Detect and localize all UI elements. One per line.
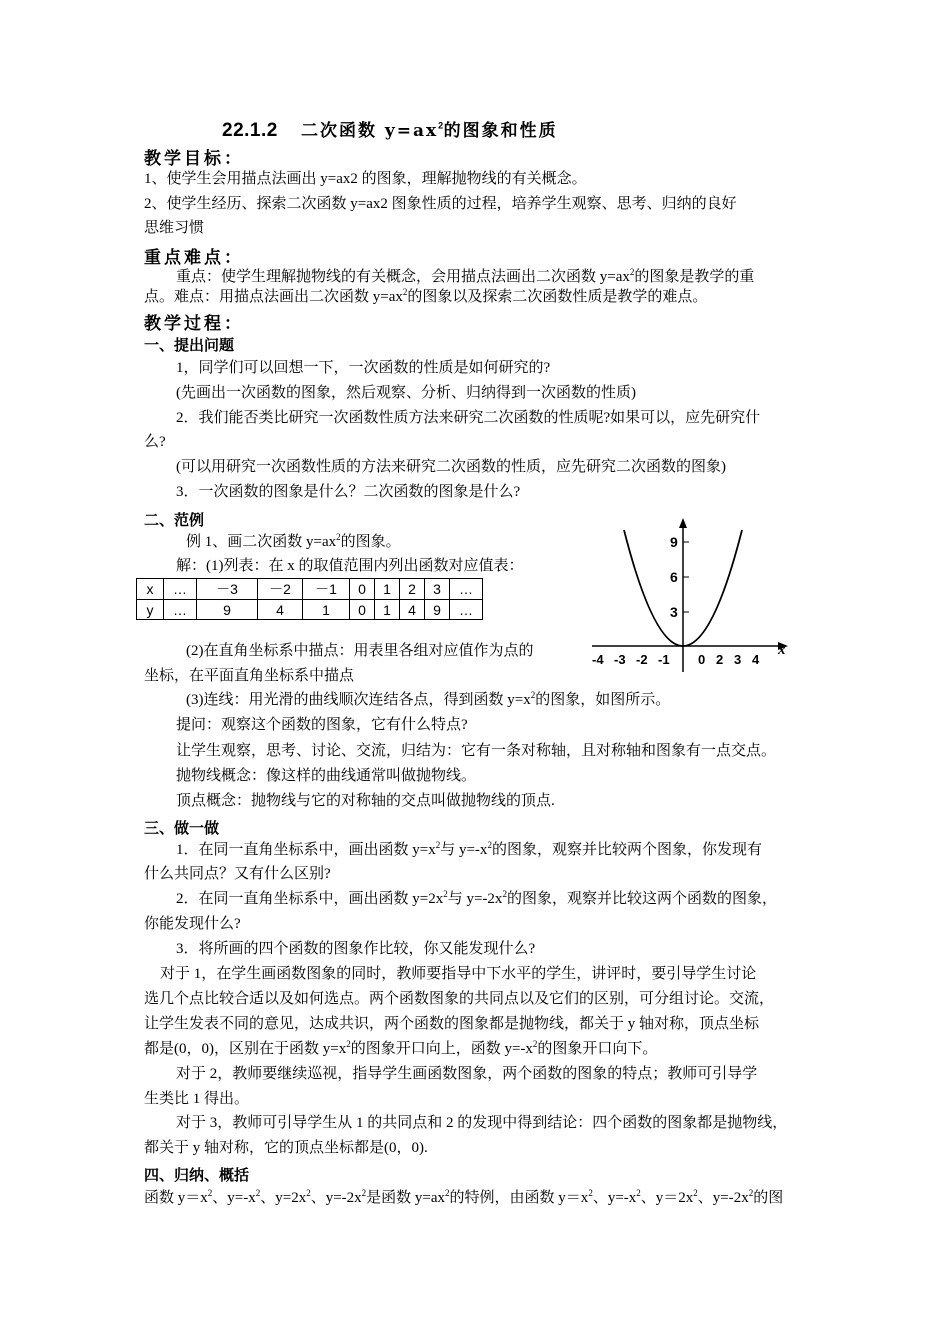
y-tick-label: 6 bbox=[670, 569, 678, 585]
sup: 2 bbox=[532, 1039, 538, 1049]
goal-item-3: 思维习惯 bbox=[144, 220, 205, 236]
sup: 2 bbox=[588, 1188, 593, 1198]
sec3-heading: 三、做一做 bbox=[144, 819, 220, 837]
goal-item-1: 1、使学生会用描点法画出 y=ax2 的图象，理解抛物线的有关概念。 bbox=[144, 171, 587, 187]
sup: 2 bbox=[361, 1188, 367, 1198]
x-tick-label: 0 bbox=[698, 652, 706, 667]
sup: 2 bbox=[336, 532, 341, 542]
sec3-l1a: 1．在同一直角坐标系中，画出函数 y=x bbox=[176, 842, 436, 858]
keypoints-line-2 bbox=[144, 287, 707, 307]
sec1-heading: 一、提出问题 bbox=[144, 336, 235, 354]
sec4-s1: 函数 y＝x bbox=[144, 1190, 208, 1206]
sec1-line-3: 2．我们能否类比研究一次函数性质方法来研究二次函数的性质呢?如果可以，应先研究什 bbox=[176, 410, 761, 426]
concept-vertex: 顶点概念：抛物线与它的对称轴的交点叫做抛物线的顶点. bbox=[176, 793, 555, 809]
y-axis-arrow bbox=[679, 518, 687, 528]
sec3-para-6: 生类比 1 得出。 bbox=[144, 1091, 250, 1107]
sec3-para-7: 对于 3，教师可引导学生从 1 的共同点和 2 的发现中得到结论：四个函数的图象都是抛物线， bbox=[176, 1115, 788, 1131]
sup: 2 bbox=[748, 1188, 754, 1198]
sec3-p4c: 的图象开口向下。 bbox=[537, 1041, 658, 1057]
sec4-s7: 、y=-x bbox=[592, 1190, 637, 1206]
sup: 2 bbox=[530, 690, 536, 700]
goals-heading: 教学目标： bbox=[144, 149, 244, 169]
table-cell: … bbox=[164, 600, 197, 620]
sec3-l3b: 与 y=-2x bbox=[447, 891, 503, 907]
table-cell: 4 bbox=[400, 600, 425, 620]
sup: 2 bbox=[636, 1188, 641, 1198]
table-cell: 1 bbox=[375, 579, 400, 600]
sec4-s5: 是函数 y=ax bbox=[366, 1190, 446, 1206]
keypoints-line-1a: 重点：使学生理解抛物线的有关概念，会用描点法画出二次函数 y=ax bbox=[176, 269, 630, 285]
sup: 2 bbox=[443, 889, 448, 899]
sup: 2 bbox=[502, 889, 507, 899]
x-tick-label: 3 bbox=[734, 652, 742, 667]
sec1-line-5: (可以用研究一次函数性质的方法来研究二次函数的性质，应先研究二次函数的图象) bbox=[176, 459, 726, 475]
sec3-para-8: 都关于 y 轴对称，它的顶点坐标都是(0，0). bbox=[144, 1140, 428, 1156]
step3-b: 的图象，如图所示。 bbox=[535, 692, 671, 708]
sec3-para-2: 选几个点比较合适以及如何选点。两个函数图象的共同点以及它们的区别，可分组讨论。交流， bbox=[144, 991, 775, 1007]
sec3-para-4 bbox=[144, 1039, 657, 1059]
sec3-l1c: 的图象，观察并比较两个图象，你发现有 bbox=[491, 842, 762, 858]
process-heading: 教学过程： bbox=[144, 314, 244, 334]
table-cell: x bbox=[137, 579, 164, 600]
sec4-s3: 、y=2x bbox=[260, 1190, 307, 1206]
sec4-s9: 、y=-2x bbox=[697, 1190, 749, 1206]
sec3-l3a: 2．在同一直角坐标系中，画出函数 y=2x bbox=[176, 891, 444, 907]
sup: 2 bbox=[402, 287, 408, 297]
x-tick-label: -2 bbox=[636, 652, 648, 667]
table-cell: －2 bbox=[258, 579, 303, 600]
sup: 2 bbox=[255, 1188, 261, 1198]
step2-line-b: 坐标，在平面直角坐标系中描点 bbox=[144, 668, 355, 684]
table-cell: －1 bbox=[303, 579, 350, 600]
sec4-s4: 、y=-2x bbox=[310, 1190, 362, 1206]
keypoints-line-1 bbox=[176, 267, 754, 287]
sec3-line-5: 3．将所画的四个函数的图象作比较，你又能发现什么? bbox=[176, 941, 536, 957]
table-row bbox=[137, 600, 483, 620]
table-cell: 9 bbox=[197, 600, 258, 620]
x-axis-label: x bbox=[778, 642, 786, 658]
sec3-line-2: 什么共同点？又有什么区别? bbox=[144, 866, 331, 882]
step2-line-a: (2)在直角坐标系中描点：用表里各组对应值作为点的 bbox=[186, 643, 534, 659]
table-cell: －3 bbox=[197, 579, 258, 600]
x-tick-label: -1 bbox=[658, 652, 670, 667]
value-table bbox=[136, 578, 483, 620]
sec4-s6: 的特例，由函数 y＝x bbox=[449, 1190, 589, 1206]
sup: 2 bbox=[693, 1188, 698, 1198]
sec3-para-3: 让学生发表不同的意见，达成共识，两个函数的图象都是抛物线，都关于 y 轴对称，顶点坐标 bbox=[144, 1016, 760, 1032]
sec3-p4b: 的图象开口向上，函数 y=-x bbox=[350, 1041, 533, 1057]
y-tick-label: 9 bbox=[670, 534, 678, 550]
sec4-s10: 的图 bbox=[753, 1190, 784, 1206]
title-number: 22.1.2 bbox=[222, 120, 278, 141]
keypoints-line-1b: 的图象是教学的重 bbox=[634, 269, 755, 285]
table-row bbox=[137, 579, 483, 600]
table-cell: 2 bbox=[400, 579, 425, 600]
keypoints-line-2b: 的图象以及探索二次函数性质是教学的难点。 bbox=[407, 289, 708, 305]
sup: 2 bbox=[435, 840, 441, 850]
concept-parabola: 抛物线概念：像这样的曲线通常叫做抛物线。 bbox=[176, 768, 477, 784]
table-cell: y bbox=[137, 600, 164, 620]
example-a: 例 1、画二次函数 y=ax bbox=[186, 534, 337, 550]
parabola-graph bbox=[588, 516, 798, 676]
table-cell: 1 bbox=[303, 600, 350, 620]
sec3-para-5: 对于 2，教师要继续巡视，指导学生画函数图象，两个函数的图象的特点；教师可引导学 bbox=[176, 1066, 758, 1082]
table-cell: 0 bbox=[350, 600, 375, 620]
title-suffix: 的图象和性质 bbox=[443, 121, 558, 141]
question-line: 提问：观察这个函数的图象，它有什么特点? bbox=[176, 717, 468, 733]
sup: 2 bbox=[346, 1039, 351, 1049]
solution-line: 解：(1)列表：在 x 的取值范围内列出函数对应值表： bbox=[176, 558, 524, 574]
x-tick-label: 4 bbox=[752, 652, 760, 667]
sec3-line-3 bbox=[176, 889, 777, 909]
sup: 2 bbox=[487, 840, 492, 850]
sec4-s2: 、y=-x bbox=[212, 1190, 256, 1206]
sec1-line-6: 3．一次函数的图象是什么？二次函数的图象是什么? bbox=[176, 484, 521, 500]
table-cell: 0 bbox=[350, 579, 375, 600]
sec3-para-1: 对于 1，在学生画函数图象的同时，教师要指导中下水平的学生，讲评时，要引导学生讨论 bbox=[160, 966, 757, 982]
sec4-heading: 四、归纳、概括 bbox=[144, 1166, 250, 1184]
x-tick-label: -3 bbox=[614, 652, 626, 667]
step3-line bbox=[186, 690, 670, 710]
title-prefix: 二次函数 y=ax bbox=[300, 121, 439, 141]
table-cell: 4 bbox=[258, 600, 303, 620]
goal-item-2: 2、使学生经历、探索二次函数 y=ax2 图象性质的过程，培养学生观察、思考、归纳的良好 bbox=[144, 196, 737, 212]
y-tick-label: 3 bbox=[670, 604, 678, 620]
example-b: 的图象。 bbox=[340, 534, 401, 550]
sec1-line-2: (先画出一次函数的图象，然后观察、分析、归纳得到一次函数的性质) bbox=[176, 385, 636, 401]
sup: 2 bbox=[445, 1188, 450, 1198]
sec3-l3c: 的图象，观察并比较这两个函数的图象， bbox=[506, 891, 777, 907]
keypoints-heading: 重点难点： bbox=[144, 248, 244, 268]
table-cell: … bbox=[164, 579, 197, 600]
sec1-line-1: 1，同学们可以回想一下，一次函数的性质是如何研究的? bbox=[176, 360, 551, 376]
table-cell: … bbox=[450, 579, 483, 600]
sup: 2 bbox=[629, 267, 635, 277]
table-cell: 3 bbox=[425, 579, 450, 600]
sec3-p4a: 都是(0，0)，区别在于函数 y=x bbox=[144, 1041, 347, 1057]
title-sup: 2 bbox=[438, 120, 444, 131]
example-line bbox=[186, 532, 401, 552]
x-tick-label: -4 bbox=[592, 652, 604, 667]
keypoints-line-2a: 点。难点：用描点法画出二次函数 y=ax bbox=[144, 289, 403, 305]
sec3-line-1 bbox=[176, 840, 762, 860]
sup: 2 bbox=[306, 1188, 311, 1198]
x-tick-label: 2 bbox=[716, 652, 724, 667]
observe-line: 让学生观察，思考、讨论、交流，归结为：它有一条对称轴，且对称轴和图象有一点交点。 bbox=[176, 743, 777, 759]
sec2-heading: 二、范例 bbox=[144, 511, 205, 529]
sec3-l1b: 与 y=-x bbox=[440, 842, 488, 858]
sup: 2 bbox=[207, 1188, 213, 1198]
table-cell: 1 bbox=[375, 600, 400, 620]
step3-a: (3)连线：用光滑的曲线顺次连结各点，得到函数 y=x bbox=[186, 692, 531, 708]
table-cell: … bbox=[450, 600, 483, 620]
sec3-line-4: 你能发现什么? bbox=[144, 916, 241, 932]
page-title bbox=[222, 116, 558, 142]
sec4-line-1 bbox=[144, 1188, 783, 1208]
sec4-s8: 、y＝2x bbox=[640, 1190, 694, 1206]
table-cell: 9 bbox=[425, 600, 450, 620]
sec1-line-4: 么? bbox=[144, 434, 166, 450]
